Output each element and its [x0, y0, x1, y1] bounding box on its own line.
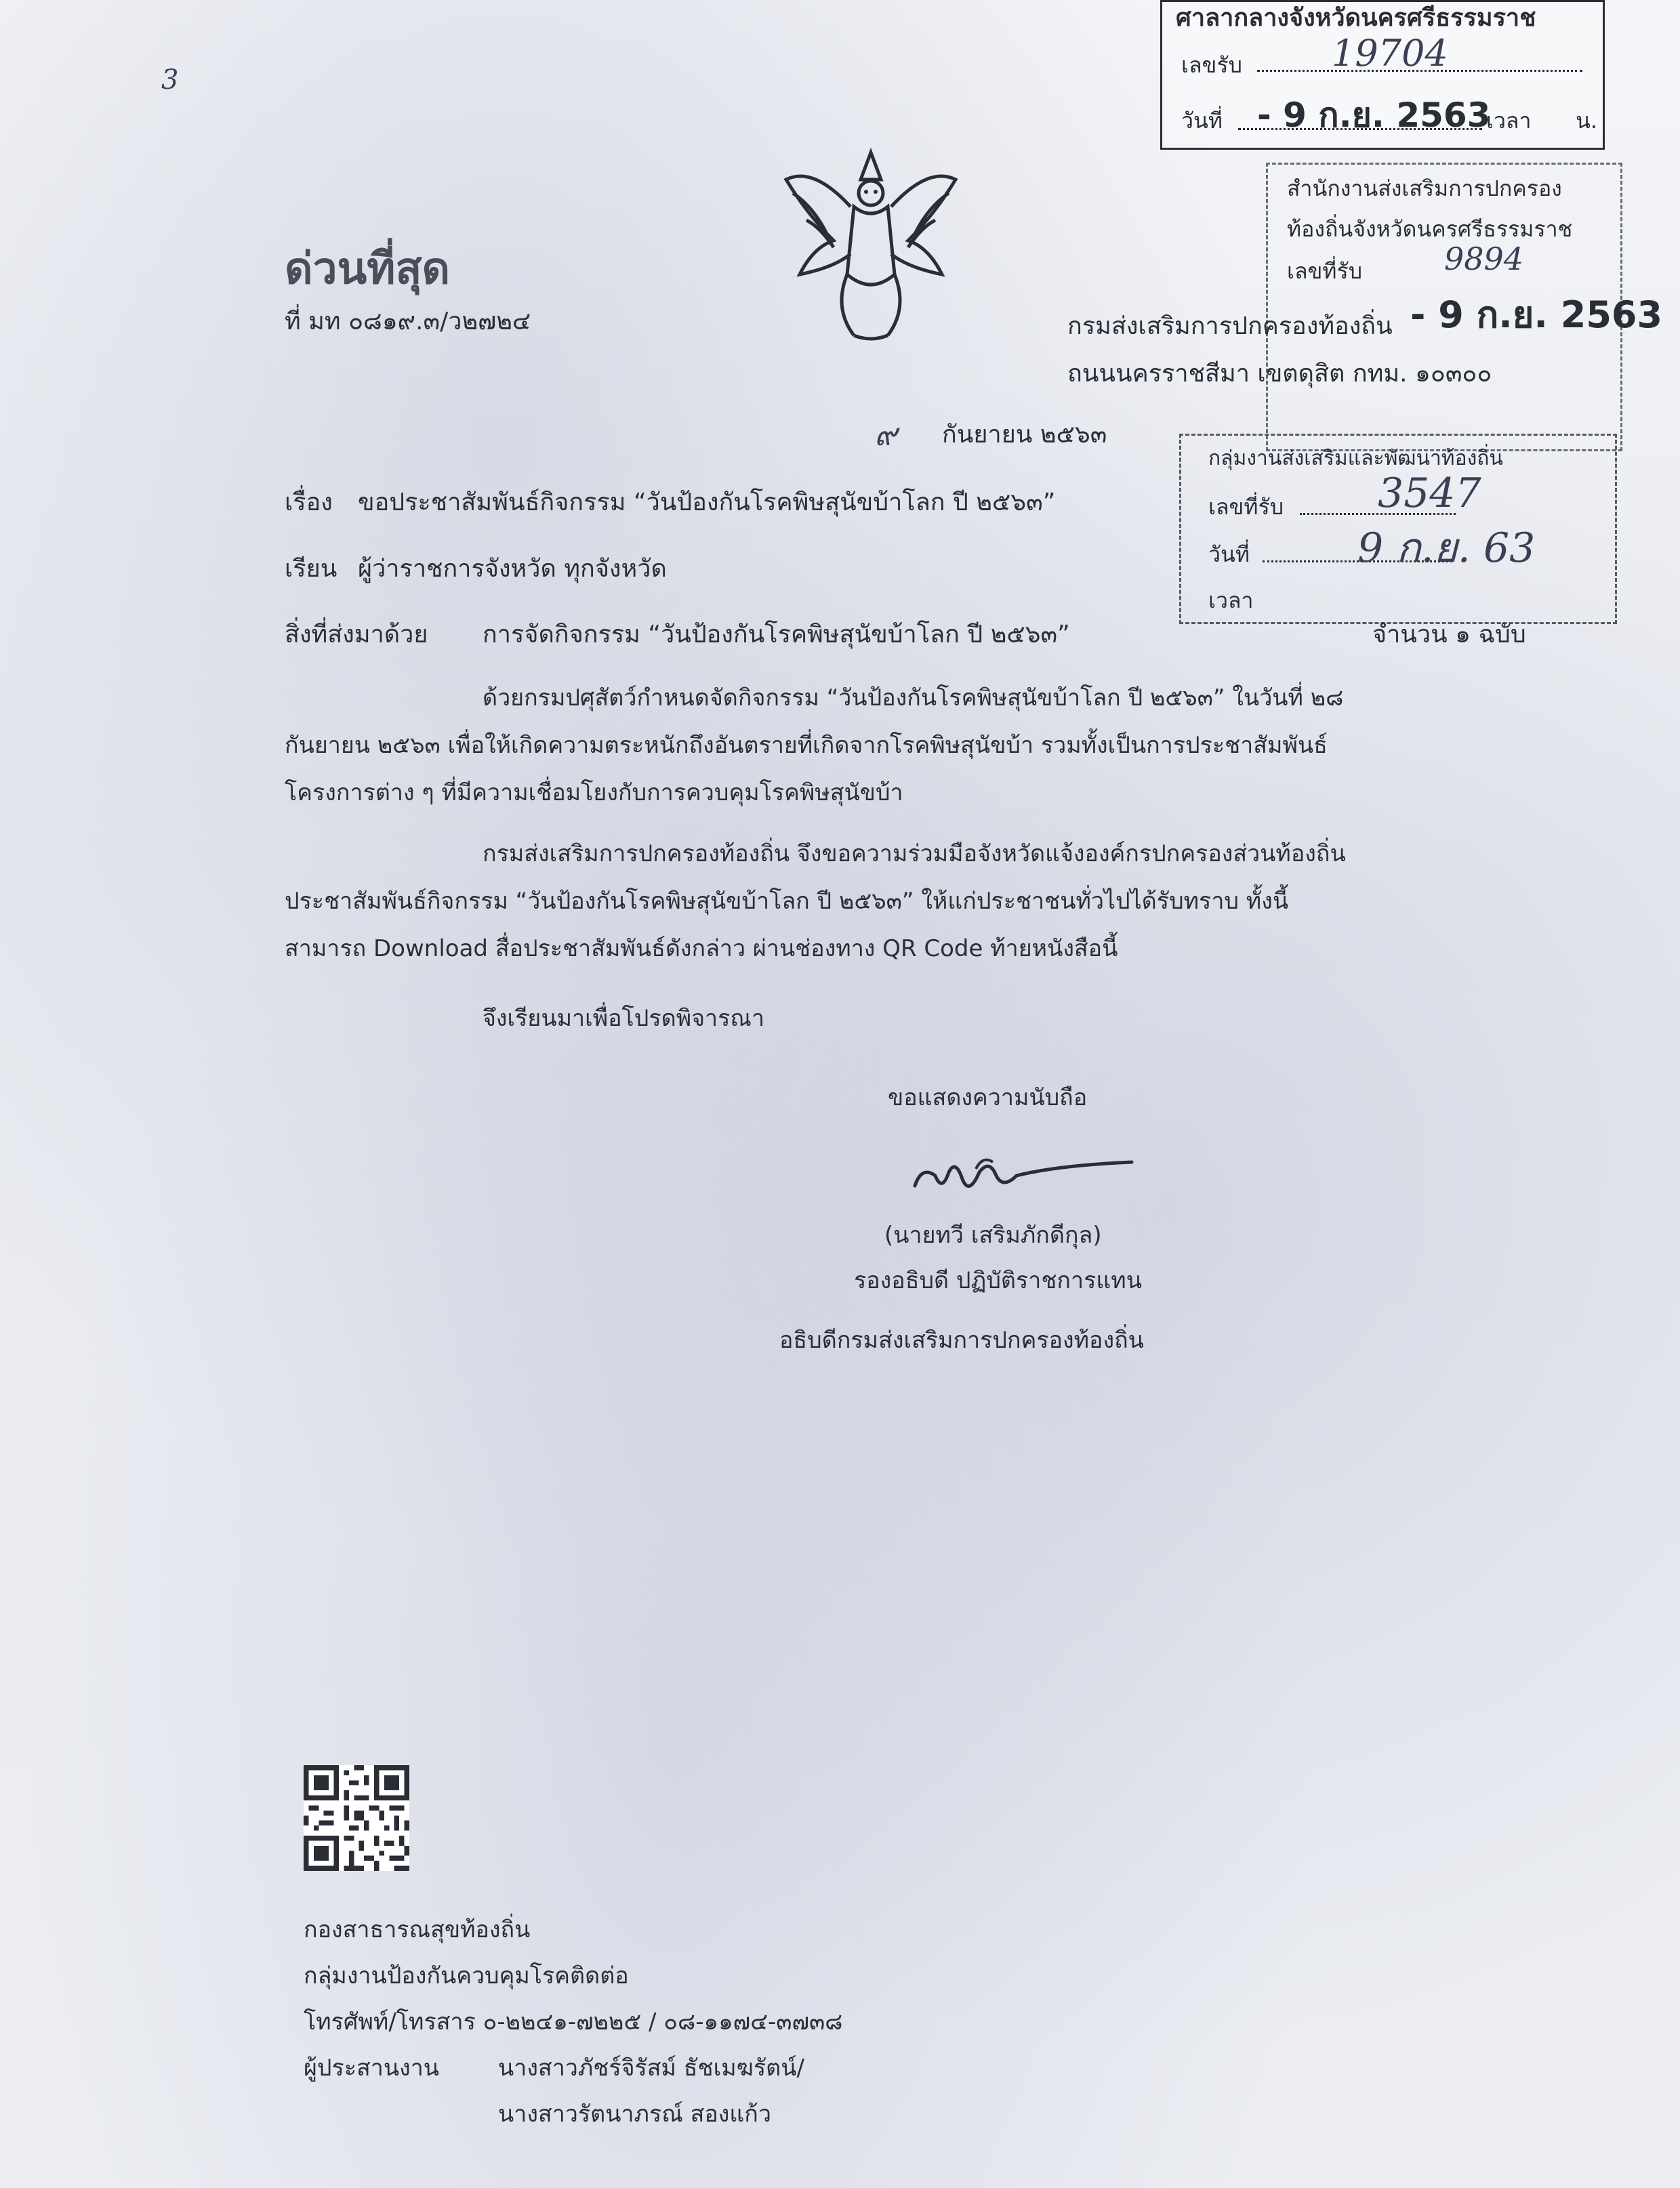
- stamp3-date-value: 9 ก.ย. 63: [1357, 524, 1536, 572]
- signatory-position2: อธิบดีกรมส่งเสริมการปกครองท้องถิ่น: [779, 1327, 1144, 1354]
- paragraph1-line1: ด้วยกรมปศุสัตว์กำหนดจัดกิจกรรม “วันป้องกันโรคพิษสุนัขบ้าโลก ปี ๒๕๖๓” ในวันที่ ๒๘: [483, 684, 1344, 711]
- paragraph1-line3: โครงการต่าง ๆ ที่มีความเชื่อมโยงกับการควบคุมโรคพิษสุนัขบ้า: [285, 779, 903, 806]
- document-number: ที่ มท ๐๘๑๙.๓/ว๒๗๒๔: [285, 308, 531, 335]
- stamp1-receive-no: 19704: [1332, 32, 1448, 75]
- organization-address: ถนนนครราชสีมา เขตดุสิต กทม. ๑๐๓๐๐: [1067, 360, 1492, 388]
- closing-regards: ขอแสดงความนับถือ: [888, 1084, 1088, 1111]
- garuda-emblem: [773, 139, 969, 349]
- stamp3-time-label: เวลา: [1208, 587, 1254, 613]
- stamp1-receive-label: เลขรับ: [1181, 52, 1242, 78]
- footer-phone: โทรศัพท์/โทรสาร ๐-๒๒๔๑-๗๒๒๕ / ๐๘-๑๑๗๔-๓๗๓๘: [304, 2008, 843, 2036]
- paragraph1-line2: กันยายน ๒๕๖๓ เพื่อให้เกิดความตระหนักถึงอันตรายที่เกิดจากโรคพิษสุนัขบ้า รวมทั้งเป็นการประชาสัมพันธ์: [285, 732, 1328, 759]
- receipt-stamp-provincial-hall: [1160, 0, 1605, 150]
- stamp2-receive-no: 9894: [1444, 241, 1524, 277]
- qr-code[interactable]: [304, 1765, 409, 1871]
- stamp1-time-label: เวลา: [1486, 108, 1532, 133]
- signature: [901, 1138, 1145, 1213]
- issuing-organization: กรมส่งเสริมการปกครองท้องถิ่น: [1067, 312, 1393, 340]
- footer-division: กองสาธารณสุขท้องถิ่น: [304, 1916, 531, 1943]
- subject-label: เรื่อง: [285, 489, 333, 516]
- date-day: ๙: [874, 416, 897, 453]
- enclosure-count: จำนวน ๑ ฉบับ: [1372, 621, 1526, 648]
- footer-coordinator2: นางสาวรัตนาภรณ์ สองแก้ว: [498, 2101, 771, 2128]
- enclosure-text: การจัดกิจกรรม “วันป้องกันโรคพิษสุนัขบ้าโลก ปี ๒๕๖๓”: [483, 621, 1070, 648]
- signatory-name: (นายทวี เสริมภักดีกุล): [884, 1222, 1102, 1249]
- to-label: เรียน: [285, 555, 337, 583]
- date-month-year: กันยายน ๒๕๖๓: [942, 421, 1107, 449]
- signatory-position1: รองอธิบดี ปฏิบัติราชการแทน: [854, 1267, 1142, 1294]
- paragraph2-line2: ประชาสัมพันธ์กิจกรรม “วันป้องกันโรคพิษสุนัขบ้าโลก ปี ๒๕๖๓” ให้แก่ประชาชนทั่วไปได้รับทราบ ทั้งนี้: [285, 888, 1289, 915]
- stamp3-date-label: วันที่: [1208, 541, 1250, 567]
- stamp1-header: ศาลากลางจังหวัดนครศรีธรรมราช: [1176, 4, 1536, 32]
- stamp2-receive-label: เลขที่รับ: [1287, 258, 1363, 284]
- stamp2-line1: สำนักงานส่งเสริมการปกครอง: [1287, 176, 1562, 201]
- stamp3-receive-no: 3547: [1378, 470, 1481, 517]
- stamp3-receive-label: เลขที่รับ: [1208, 494, 1284, 520]
- enclosure-label: สิ่งที่ส่งมาด้วย: [285, 621, 428, 648]
- paragraph2-line1: กรมส่งเสริมการปกครองท้องถิ่น จึงขอความร่วมมือจังหวัดแจ้งองค์กรปกครองส่วนท้องถิ่น: [483, 840, 1346, 867]
- stamp1-date-value: - 9 ก.ย. 2563: [1257, 96, 1491, 135]
- paragraph2-line3: สามารถ Download สื่อประชาสัมพันธ์ดังกล่าว ผ่านช่องทาง QR Code ท้ายหนังสือนี้: [285, 935, 1118, 962]
- stamp1-time-suffix: น.: [1576, 108, 1598, 133]
- subject-text: ขอประชาสัมพันธ์กิจกรรม “วันป้องกันโรคพิษสุนัขบ้าโลก ปี ๒๕๖๓”: [358, 489, 1056, 516]
- paragraph3: จึงเรียนมาเพื่อโปรดพิจารณา: [483, 1005, 765, 1032]
- stamp1-date-label: วันที่: [1181, 108, 1223, 133]
- urgency-label: ด่วนที่สุด: [285, 244, 451, 294]
- stamp3-line1: กลุ่มงานส่งเสริมและพัฒนาท้องถิ่น: [1208, 447, 1503, 470]
- page-marker: 3: [161, 64, 179, 96]
- to-text: ผู้ว่าราชการจังหวัด ทุกจังหวัด: [358, 555, 667, 583]
- footer-coordinator1: นางสาวภัชร์จิรัสม์ ธัชเมฆรัตน์/: [498, 2055, 804, 2082]
- footer-coordinator-label: ผู้ประสานงาน: [304, 2055, 440, 2082]
- stamp2-line2: ท้องถิ่นจังหวัดนครศรีธรรมราช: [1287, 216, 1573, 242]
- footer-group: กลุ่มงานป้องกันควบคุมโรคติดต่อ: [304, 1962, 629, 1989]
- stamp2-date-value: - 9 ก.ย. 2563: [1410, 293, 1663, 336]
- receipt-stamp-group: [1179, 434, 1617, 624]
